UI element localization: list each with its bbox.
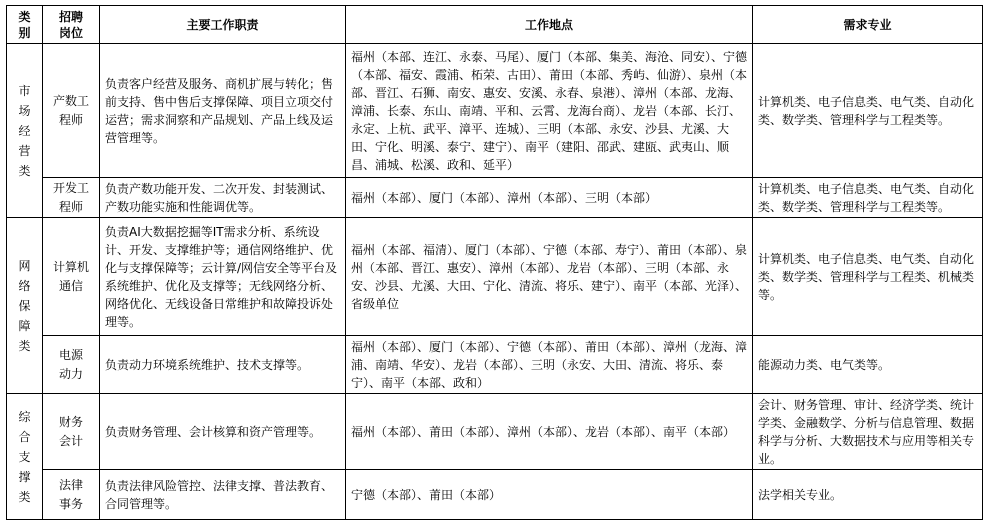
location-cell: 福州（本部）、厦门（本部）、宁德（本部）、莆田（本部）、漳州（龙海、漳浦、南靖、华安）、龙岩（本部）、三明（永安、大田、清流、将乐、泰宁）、南平（本部、政和）: [346, 336, 753, 394]
position-cell: 开发工程师: [43, 178, 100, 218]
duties-cell: 负责法律风险管控、法律支撑、普法教育、合同管理等。: [100, 470, 346, 520]
position-cell: 财务会计: [43, 394, 100, 470]
location-cell: 宁德（本部）、莆田（本部）: [346, 470, 753, 520]
header-duties: 主要工作职责: [100, 6, 346, 44]
location-cell: 福州（本部、连江、永泰、马尾）、厦门（本部、集美、海沧、同安）、宁德（本部、福安、霞浦、柘荣、古田）、莆田（本部、秀屿、仙游）、泉州（本部、晋江、石狮、南安、惠安、安溪、永春、泉港）、漳州（本部、龙海、漳浦、长泰、东山、南靖、平和、云霄、龙海台商）、龙岩（本部、长汀、永定、上杭、武平、漳平、连城）、三明（本部、永安、沙县、尤溪、大田、宁化、明溪、泰宁、建宁）、南平（建阳、邵武、建瓯、武夷山、顺昌、浦城、松溪、政和、延平）: [346, 44, 753, 178]
table-row: [7, 218, 983, 336]
majors-cell: 计算机类、电子信息类、电气类、自动化类、数学类、管理科学与工程类、机械类等。: [753, 218, 983, 336]
job-table-container: [6, 5, 982, 520]
category-cell: 市场经营类: [7, 44, 43, 218]
duties-cell: 负责AI大数据挖掘等IT需求分析、系统设计、开发、支撑维护等；通信网络维护、优化与支撑保障等；云计算/网信安全等平台及系统维护、优化及支撑等；无线网络分析、网络优化、无线设备日常维护和故障投诉处理等。: [100, 218, 346, 336]
position-cell: 计算机通信: [43, 218, 100, 336]
position-cell: 电源动力: [43, 336, 100, 394]
table-header-row: [7, 6, 983, 44]
majors-cell: 计算机类、电子信息类、电气类、自动化类、数学类、管理科学与工程类等。: [753, 44, 983, 178]
location-cell: 福州（本部）、莆田（本部）、漳州（本部）、龙岩（本部）、南平（本部）: [346, 394, 753, 470]
majors-cell: 能源动力类、电气类等。: [753, 336, 983, 394]
position-cell: 产数工程师: [43, 44, 100, 178]
majors-cell: 会计、财务管理、审计、经济学类、统计学类、金融数学、分析与信息管理、数据科学与分析、大数据技术与应用等相关专业。: [753, 394, 983, 470]
table-row: [7, 470, 983, 520]
category-cell: 网络保障类: [7, 218, 43, 394]
header-location: 工作地点: [346, 6, 753, 44]
duties-cell: 负责客户经营及服务、商机扩展与转化；售前支持、售中售后支撑保障、项目立项交付运营；需求洞察和产品规划、产品上线及运营管理等。: [100, 44, 346, 178]
duties-cell: 负责产数功能开发、二次开发、封装测试、产数功能实施和性能调优等。: [100, 178, 346, 218]
duties-cell: 负责动力环境系统维护、技术支撑等。: [100, 336, 346, 394]
table-row: [7, 394, 983, 470]
table-row: [7, 336, 983, 394]
duties-cell: 负责财务管理、会计核算和资产管理等。: [100, 394, 346, 470]
category-cell: 综合支撑类: [7, 394, 43, 520]
header-category: 类别: [7, 6, 43, 44]
location-cell: 福州（本部、福清）、厦门（本部）、宁德（本部、寿宁）、莆田（本部）、泉州（本部、晋江、惠安）、漳州（本部）、龙岩（本部）、三明（本部、永安、沙县、尤溪、大田、宁化、清流、将乐、建宁）、南平（本部、光泽）、省级单位: [346, 218, 753, 336]
majors-cell: 计算机类、电子信息类、电气类、自动化类、数学类、管理科学与工程类等。: [753, 178, 983, 218]
table-row: [7, 44, 983, 178]
header-position: 招聘岗位: [43, 6, 100, 44]
job-requirements-table: [6, 5, 983, 520]
position-cell: 法律事务: [43, 470, 100, 520]
header-majors: 需求专业: [753, 6, 983, 44]
majors-cell: 法学相关专业。: [753, 470, 983, 520]
location-cell: 福州（本部）、厦门（本部）、漳州（本部）、三明（本部）: [346, 178, 753, 218]
table-row: [7, 178, 983, 218]
